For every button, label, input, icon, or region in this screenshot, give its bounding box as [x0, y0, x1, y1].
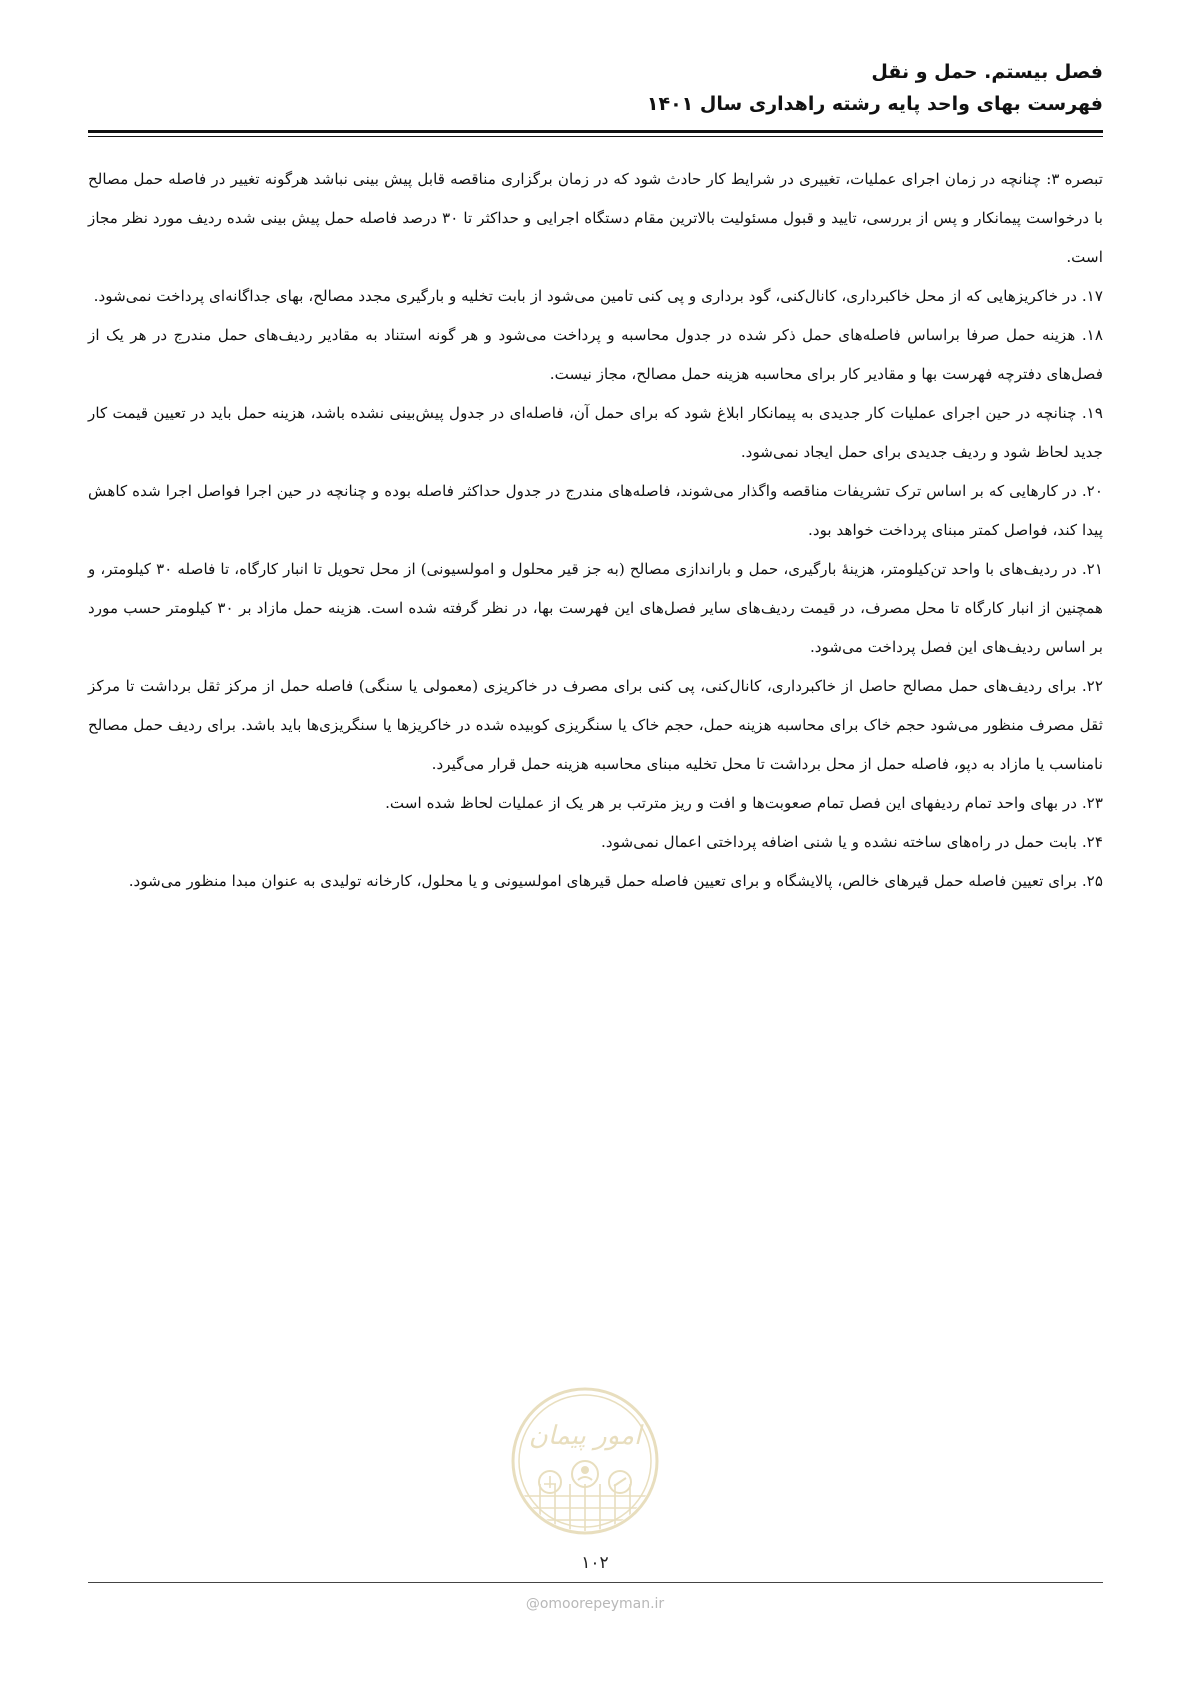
document-title: فهرست بهای واحد پایه رشته راهداری سال ۱۴۰۱ [646, 93, 1103, 115]
item-22-paragraph: ۲۲. برای ردیف‌های حمل مصالح حاصل از خاکبرداری، کانال‌کنی، پی کنی برای مصرف در خاکریزی (معمولی یا سنگی) فاصله حمل از مرکز ثقل برداشت تا مرکز ثقل مصرف منظور می‌شود حجم خاک برای محاسبه هزینه حمل، حجم خاک یا سنگریزی کوبیده شده در خاکریزها یا سنگریزی‌ها باید باشد. برای ردیف حمل مصالح نامناسب یا مازاد به دپو، فاصله حمل از محل برداشت تا محل تخلیه مبنای محاسبه هزینه حمل قرار می‌گیرد. [88, 677, 1103, 773]
page-number: ۱۰۲ [581, 1553, 609, 1573]
item-17-paragraph: ۱۷. در خاکریزهایی که از محل خاکبرداری، کانال‌کنی، گود برداری و پی کنی تامین می‌شود از بابت تخلیه و بارگیری مجدد مصالح، بهای جداگانه‌ای پرداخت نمی‌شود. [93, 287, 1103, 305]
item-25-paragraph: ۲۵. برای تعیین فاصله حمل قیرهای خالص، پالایشگاه و برای تعیین فاصله حمل قیرهای امولسیونی و یا محلول، کارخانه تولیدی به عنوان مبدا منظور می‌شود. [128, 872, 1103, 890]
item-23-paragraph: ۲۳. در بهای واحد تمام ردیفهای این فصل تمام صعوبت‌ها و افت و ریز مترتب بر هر یک از عملیات لحاظ شده است. [385, 794, 1103, 812]
page-header [88, 56, 1103, 120]
watermark-logo-icon [510, 1386, 660, 1536]
header-divider-thick [88, 130, 1103, 133]
item-24-paragraph: ۲۴. بابت حمل در راه‌های ساخته نشده و یا شنی اضافه پرداختی اعمال نمی‌شود. [601, 833, 1103, 851]
item-18-paragraph: ۱۸. هزینه حمل صرفا براساس فاصله‌های حمل ذکر شده در جدول محاسبه و پرداخت می‌شود و هر گونه استناد به مقادیر ردیف‌های حمل مندرج در هر یک از فصل‌های دفترچه فهرست بها و مقادیر کار برای محاسبه هزینه حمل مصالح، مجاز نیست. [88, 326, 1103, 383]
note-3-paragraph: تبصره ۳: چنانچه در زمان اجرای عملیات، تغییری در شرایط کار حادث شود که در زمان برگزاری مناقصه قابل پیش بینی نباشد هرگونه تغییر در فاصله حمل مصالح با درخواست پیمانکار و پس از بررسی، تایید و قبول مسئولیت بالاترین مقام دستگاه اجرایی و حداکثر تا ۳۰ درصد فاصله حمل پیش بینی شده ردیف مورد نظر مجاز است. [88, 170, 1103, 266]
header-divider-thin [88, 136, 1103, 137]
watermark-logo-text: امور پیمان [528, 1421, 642, 1451]
item-21-paragraph: ۲۱. در ردیف‌های با واحد تن‌کیلومتر، هزینهٔ بارگیری، حمل و باراندازی مصالح (به جز قیر محلول و امولسیونی) از محل تحویل تا انبار کارگاه، تا فاصله ۳۰ کیلومتر، و همچنین از انبار کارگاه تا محل مصرف، در قیمت ردیف‌های سایر فصل‌های این فهرست بها، در نظر گرفته شده است. هزینه حمل مازاد بر ۳۰ کیلومتر حسب مورد بر اساس ردیف‌های این فصل پرداخت می‌شود. [88, 560, 1103, 656]
item-19-paragraph: ۱۹. چنانچه در حین اجرای عملیات کار جدیدی به پیمانکار ابلاغ شود که برای حمل آن، فاصله‌ای در جدول پیش‌بینی نشده باشد، هزینه حمل باید در تعیین قیمت کار جدید لحاظ شود و ردیف جدیدی برای حمل ایجاد نمی‌شود. [88, 404, 1103, 461]
footer-watermark-url: @omoorepeyman.ir [525, 1596, 665, 1612]
item-20-paragraph: ۲۰. در کارهایی که بر اساس ترک تشریفات مناقصه واگذار می‌شوند، فاصله‌های مندرج در جدول حداکثر فاصله بوده و چنانچه در حین اجرا فواصل اجرا شده کاهش پیدا کند، فواصل کمتر مبنای پرداخت خواهد بود. [88, 482, 1103, 539]
document-body [88, 160, 1103, 901]
footer-divider [88, 1582, 1103, 1583]
chapter-title: فصل بیستم. حمل و نقل [871, 61, 1103, 83]
